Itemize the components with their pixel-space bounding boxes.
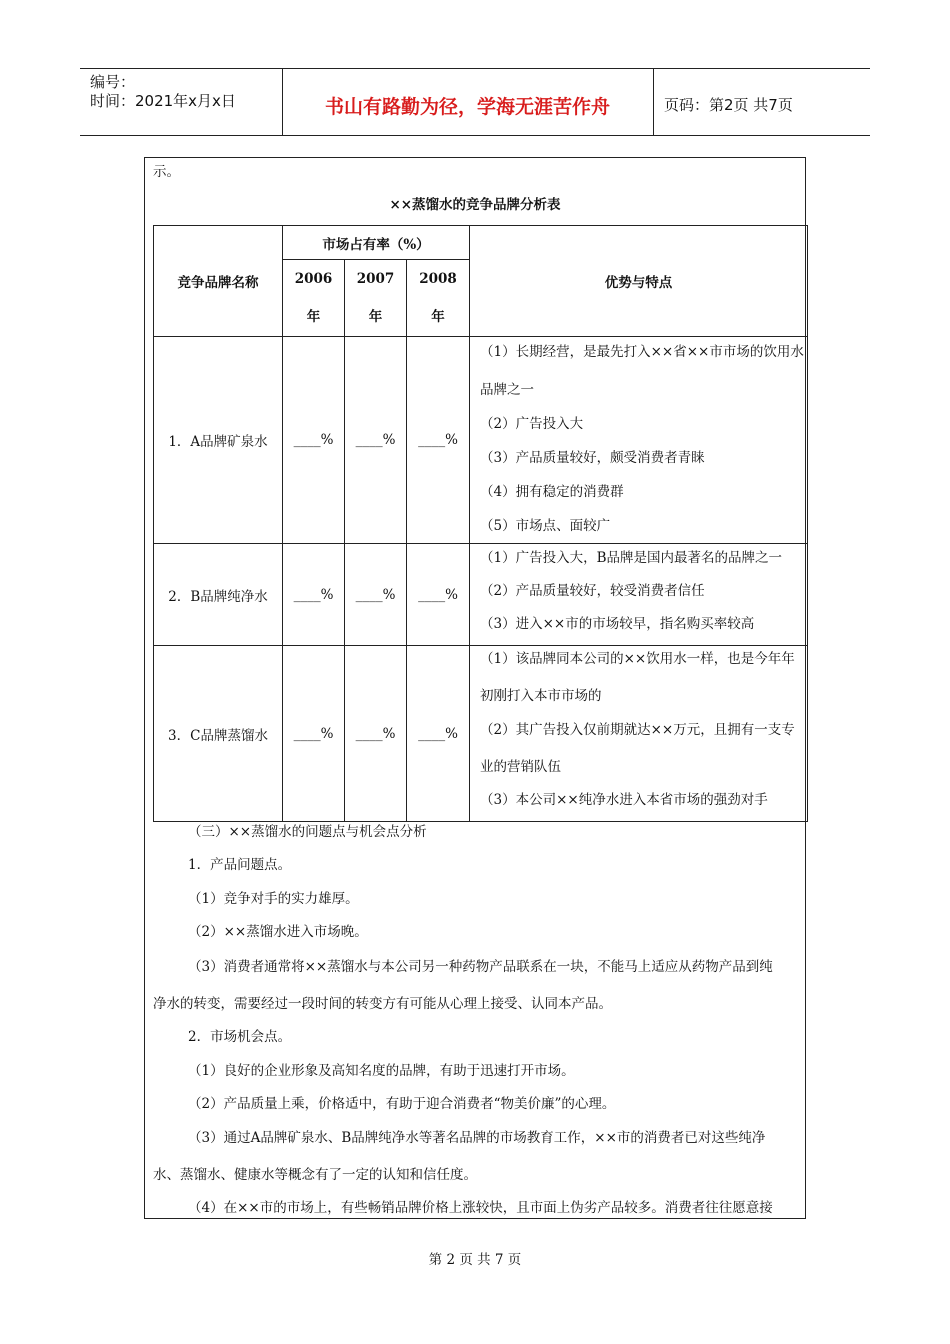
advantages-cell xyxy=(470,337,808,544)
advantage-item: （1）该品牌同本公司的××饮用水一样，也是今年年 xyxy=(480,651,795,667)
share-blank: ____% xyxy=(283,544,345,646)
advantage-item: （5）市场点、面较广 xyxy=(480,518,611,534)
header-page-info: 页码：第2页 共7页 xyxy=(664,96,793,114)
share-blank: ____% xyxy=(283,337,345,544)
advantage-item: 品牌之一 xyxy=(480,382,534,398)
advantage-item: （1）长期经营，是最先打入××省××市市场的饮用水 xyxy=(480,344,804,360)
opportunity-item: （3）通过A品牌矿泉水、B品牌纯净水等著名品牌的市场教育工作，××市的消费者已对这些纯净 xyxy=(188,1130,766,1146)
advantage-item: （1）广告投入大，B品牌是国内最著名的品牌之一 xyxy=(480,550,783,566)
section-heading: （三）××蒸馏水的问题点与机会点分析 xyxy=(188,824,427,840)
share-blank: ____% xyxy=(345,544,407,646)
table-header-row xyxy=(154,226,808,260)
year-header: 2007 年 xyxy=(345,260,407,337)
col-adv-header: 优势与特点 xyxy=(470,226,808,337)
problem-item: （3）消费者通常将××蒸馏水与本公司另一种药物产品联系在一块，不能马上适应从药物产品到纯 xyxy=(188,959,773,975)
header-number-label: 编号： xyxy=(90,73,136,91)
share-blank: ____% xyxy=(345,337,407,544)
brand-name: 3．C品牌蒸馏水 xyxy=(154,646,283,822)
problem-item-cont: 净水的转变，需要经过一段时间的转变方有可能从心理上接受、认同本产品。 xyxy=(153,996,612,1012)
table-row xyxy=(154,646,808,822)
advantages-cell xyxy=(470,544,808,646)
share-blank: ____% xyxy=(407,646,470,822)
opportunity-item: （4）在××市的市场上，有些畅销品牌价格上涨较快，且市面上伪劣产品较多。消费者往往愿意接 xyxy=(188,1200,773,1216)
share-blank: ____% xyxy=(407,544,470,646)
opportunity-item: （2）产品质量上乘，价格适中，有助于迎合消费者“物美价廉”的心理。 xyxy=(188,1096,616,1112)
advantage-item: （2）其广告投入仅前期就达××万元，且拥有一支专 xyxy=(480,722,795,738)
page-footer: 第 2 页 共 7 页 xyxy=(428,1252,522,1268)
opportunity-item-cont: 水、蒸馏水、健康水等概念有了一定的认知和信任度。 xyxy=(153,1167,477,1183)
advantage-item: 初刚打入本市市场的 xyxy=(480,688,602,704)
table-row xyxy=(154,544,808,646)
competitor-table xyxy=(153,225,808,822)
col-brand-header: 竞争品牌名称 xyxy=(154,226,283,337)
header-top-rule xyxy=(80,68,870,69)
advantage-item: （2）广告投入大 xyxy=(480,416,584,432)
share-blank: ____% xyxy=(283,646,345,822)
share-blank: ____% xyxy=(407,337,470,544)
advantage-item: （4）拥有稳定的消费群 xyxy=(480,484,624,500)
advantage-item: 业的营销队伍 xyxy=(480,759,561,775)
col-share-header: 市场占有率（%） xyxy=(283,226,470,260)
brand-name: 1．A品牌矿泉水 xyxy=(154,337,283,544)
year-header: 2006 年 xyxy=(283,260,345,337)
advantage-item: （2）产品质量较好，较受消费者信任 xyxy=(480,583,705,599)
header-time-label: 时间：2021年x月x日 xyxy=(90,92,236,110)
intro-fragment: 示。 xyxy=(153,164,180,180)
header-bottom-rule xyxy=(80,135,870,136)
table-title: ××蒸馏水的竞争品牌分析表 xyxy=(389,197,561,213)
header-divider xyxy=(653,68,654,135)
problem-item: （2）××蒸馏水进入市场晚。 xyxy=(188,924,368,940)
advantage-item: （3）进入××市的市场较早，指名购买率较高 xyxy=(480,616,755,632)
advantage-item: （3）产品质量较好，颇受消费者青睐 xyxy=(480,450,705,466)
problem-item: （1）竞争对手的实力雄厚。 xyxy=(188,891,359,907)
opportunity-item: （1）良好的企业形象及高知名度的品牌，有助于迅速打开市场。 xyxy=(188,1063,575,1079)
problems-title: 1．产品问题点。 xyxy=(188,857,292,873)
advantages-cell xyxy=(470,646,808,822)
advantage-item: （3）本公司××纯净水进入本省市场的强劲对手 xyxy=(480,792,768,808)
brand-name: 2．B品牌纯净水 xyxy=(154,544,283,646)
table-row xyxy=(154,337,808,544)
share-blank: ____% xyxy=(345,646,407,822)
opportunities-title: 2．市场机会点。 xyxy=(188,1029,292,1045)
header-motto: 书山有路勤为径，学海无涯苦作舟 xyxy=(324,96,610,118)
year-header: 2008 年 xyxy=(407,260,470,337)
